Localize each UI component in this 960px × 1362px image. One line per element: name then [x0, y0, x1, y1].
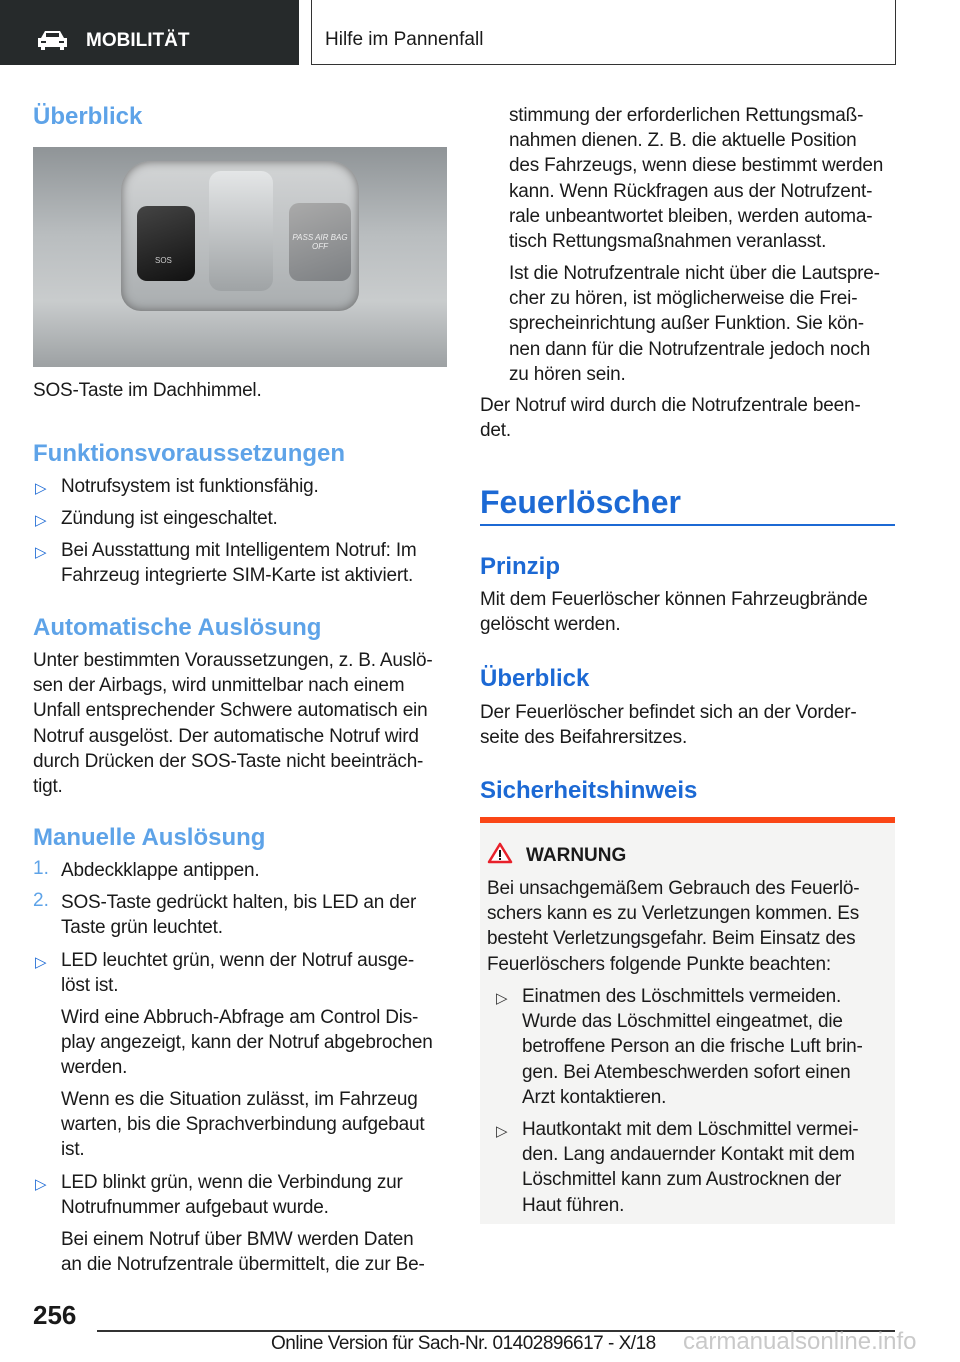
text-line: nen dann für die Notrufzentrale jedoch noch	[509, 338, 871, 360]
text-line: stimmung der erforderlichen Rettungsmaß-	[509, 105, 864, 126]
text-line: Zündung ist eingeschaltet.	[61, 508, 278, 529]
text-line: den. Lang andauernder Kontakt mit dem	[522, 1144, 855, 1166]
page-number: 256	[33, 1300, 77, 1330]
text-line: Der Feuerlöscher befindet sich an der Vorder-	[480, 702, 857, 723]
overview-heading: Überblick	[33, 103, 143, 130]
text-line: sen der Airbags, wird unmittelbar nach einem	[33, 675, 405, 697]
airbag-label: PASS AIR BAG OFF	[292, 233, 348, 251]
airbag-indicator-image	[289, 203, 351, 281]
principle-heading: Prinzip	[480, 553, 561, 580]
text-line: play angezeigt, kann der Notruf abgebrochen	[61, 1032, 433, 1054]
warning-item	[522, 984, 863, 1110]
triangle-bullet-icon: ▷	[35, 954, 47, 971]
text-line: werden.	[61, 1057, 128, 1079]
text-line: besteht Verletzungsgefahr. Beim Einsatz des	[487, 928, 856, 950]
text-line: Wenn es die Situation zulässt, im Fahrzeug	[61, 1089, 418, 1110]
text-line: Unter bestimmten Voraussetzungen, z. B. Auslö-	[33, 650, 433, 671]
step-number: 1.	[33, 858, 49, 879]
text-line: Bei Ausstattung mit Intelligentem Notruf: Im	[61, 540, 417, 561]
triangle-bullet-icon: ▷	[35, 544, 47, 561]
text-line: tigt.	[33, 776, 63, 798]
overview-text	[480, 700, 856, 750]
text-line: Abdeckklappe antippen.	[61, 860, 260, 881]
warning-title: WARNUNG	[526, 845, 627, 866]
image-caption	[33, 378, 262, 403]
text-line: nahmen dienen. Z. B. die aktuelle Position	[509, 130, 857, 152]
text-line: Arzt kontaktieren.	[522, 1086, 667, 1108]
requirements-heading: Funktionsvoraussetzungen	[33, 440, 346, 467]
text-line: seite des Beifahrersitzes.	[480, 727, 688, 749]
text-line: Taste grün leuchtet.	[61, 917, 223, 939]
chapter-label: Hilfe im Pannenfall	[325, 29, 484, 50]
text-line: Notrufnummer aufgebaut wurde.	[61, 1197, 329, 1219]
triangle-bullet-icon: ▷	[496, 1123, 508, 1140]
text-line: Hautkontakt mit dem Löschmittel vermei-	[522, 1119, 859, 1140]
text-line: Notruf ausgelöst. Der automatische Notruf wird	[33, 725, 419, 747]
text-line: sprecheinrichtung außer Funktion. Sie kön-	[509, 313, 864, 335]
edition-note: Online Version für Sach-Nr. 01402896617 - X/18	[271, 1333, 656, 1354]
text-line: durch Drücken der SOS-Taste nicht beeinträch-	[33, 750, 424, 772]
text-line: schers kann es zu Verletzungen kommen. Es	[487, 903, 859, 925]
result-note	[61, 1005, 433, 1081]
triangle-bullet-icon: ▷	[35, 480, 47, 497]
text-line: löst ist.	[61, 975, 119, 997]
text-line: Einatmen des Löschmittels vermeiden.	[522, 986, 842, 1007]
continued-text	[509, 103, 883, 254]
text-line: rale unbeantwortet bleiben, werden automa-	[509, 205, 873, 227]
text-line: Bei einem Notruf über BMW werden Daten	[61, 1229, 414, 1250]
text-line: Haut führen.	[522, 1194, 625, 1216]
text-line: des Fahrzeugs, wenn diese bestimmt werden	[509, 155, 884, 177]
text-line: Ist die Notrufzentrale nicht über die Lautspre-	[509, 263, 880, 284]
text-line: Wurde das Löschmittel eingeatmet, die	[522, 1011, 843, 1033]
result-item	[61, 948, 414, 998]
overview-heading-2: Überblick	[480, 665, 590, 692]
text-line: tisch Rettungsmaßnahmen veranlasst.	[509, 231, 827, 253]
requirement-item	[61, 538, 417, 588]
text-line: Unfall entsprechender Schwere automatisch ein	[33, 700, 428, 722]
text-line: SOS-Taste gedrückt halten, bis LED an der	[61, 892, 417, 913]
auto-trigger-heading: Automatische Auslösung	[33, 614, 322, 641]
text-line: SOS-Taste im Dachhimmel.	[33, 380, 262, 401]
chapter-tab	[311, 0, 896, 65]
text-line: an die Notrufzentrale übermittelt, die zur Be-	[61, 1254, 425, 1276]
car-icon	[37, 29, 68, 51]
text-line: warten, bis die Sprachverbindung aufgebaut	[61, 1114, 425, 1136]
sos-button-image	[137, 206, 195, 281]
section-title: Feuerlöscher	[480, 484, 681, 520]
step-number: 2.	[33, 890, 49, 911]
text-line: Fahrzeug integrierte SIM-Karte ist aktiviert.	[61, 565, 414, 587]
section-label: MOBILITÄT	[86, 30, 190, 51]
text-line: kann. Wenn Rückfragen aus der Notrufzent-	[509, 180, 873, 202]
sos-button-photo	[33, 147, 447, 367]
auto-trigger-text	[33, 648, 433, 799]
text-line: Löschmittel kann zum Austrocknen der	[522, 1169, 842, 1191]
result-item	[61, 1170, 403, 1220]
text-line: Feuerlöschers folgende Punkte beachten:	[487, 953, 831, 975]
triangle-bullet-icon: ▷	[496, 990, 508, 1007]
warning-text	[487, 876, 859, 977]
sos-label: SOS	[155, 256, 172, 265]
watermark: carmanualsonline.info	[683, 1328, 917, 1355]
warning-item	[522, 1117, 858, 1218]
text-line: Wird eine Abbruch-Abfrage am Control Dis-	[61, 1007, 419, 1028]
requirement-item	[61, 506, 278, 531]
triangle-bullet-icon: ▷	[35, 512, 47, 529]
requirement-item	[61, 474, 319, 499]
result-note	[61, 1227, 425, 1277]
text-line: zu hören sein.	[509, 363, 626, 385]
safety-heading: Sicherheitshinweis	[480, 777, 698, 804]
step-item	[61, 890, 416, 940]
warning-triangle-icon	[487, 842, 513, 864]
step-item	[61, 858, 259, 883]
text-line: Mit dem Feuerlöscher können Fahrzeugbrände	[480, 589, 868, 610]
text-line: betroffene Person an die frische Luft brin-	[522, 1036, 863, 1058]
text-line: Notrufsystem ist funktionsfähig.	[61, 476, 319, 497]
text-line: gen. Bei Atembeschwerden sofort einen	[522, 1061, 851, 1083]
text-line: LED leuchtet grün, wenn der Notruf ausge-	[61, 950, 415, 971]
section-tab	[0, 0, 299, 65]
continued-text	[480, 393, 860, 443]
continued-text	[509, 261, 880, 387]
title-rule	[480, 524, 895, 526]
text-line: Bei unsachgemäßem Gebrauch des Feuerlö-	[487, 878, 860, 899]
text-line: cher zu hören, ist möglicherweise die Frei-	[509, 288, 858, 310]
result-note	[61, 1087, 424, 1163]
text-line: Der Notruf wird durch die Notrufzentrale been-	[480, 395, 861, 416]
triangle-bullet-icon: ▷	[35, 1176, 47, 1193]
principle-text	[480, 587, 868, 637]
text-line: det.	[480, 420, 511, 442]
text-line: LED blinkt grün, wenn die Verbindung zur	[61, 1172, 403, 1193]
text-line: gelöscht werden.	[480, 614, 621, 636]
text-line: ist.	[61, 1139, 85, 1161]
manual-trigger-heading: Manuelle Auslösung	[33, 824, 266, 851]
